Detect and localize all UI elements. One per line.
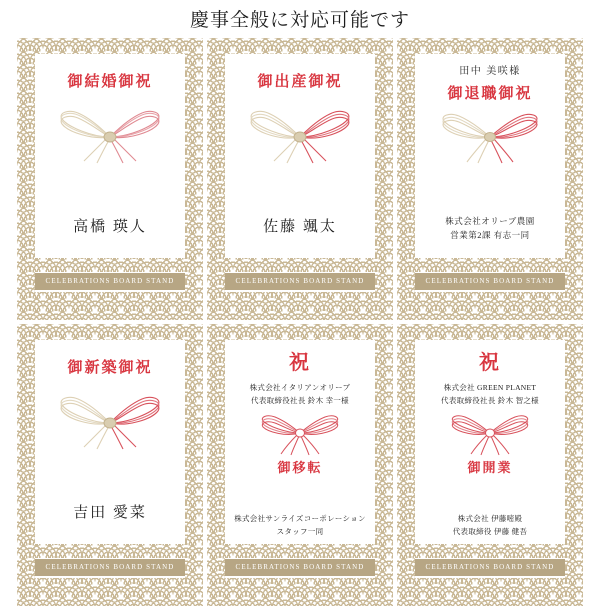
- card-content: [225, 54, 375, 258]
- card-title: 御退職御祝: [447, 86, 533, 102]
- card-band-label: CELEBRATIONS BOARD STAND: [225, 273, 375, 290]
- mizuhiki-ribbon-icon: [422, 411, 558, 457]
- card-relocation[interactable]: [207, 324, 393, 606]
- card-grid: [0, 38, 600, 606]
- card-content: [35, 54, 185, 258]
- card-retirement[interactable]: [397, 38, 583, 320]
- card-band-label: CELEBRATIONS BOARD STAND: [225, 559, 375, 576]
- card-title: 祝: [289, 352, 311, 374]
- card-content: [415, 340, 565, 544]
- sender-line-1: 株式会社サンライズコーポレーション: [234, 514, 366, 523]
- card-title: 御出産御祝: [257, 74, 343, 90]
- sender-line-2: 営業第2課 有志一同: [450, 230, 530, 240]
- recipient-name: 吉田 愛菜: [73, 505, 147, 521]
- card-band-label: CELEBRATIONS BOARD STAND: [35, 273, 185, 290]
- card-title: 御新築御祝: [67, 360, 153, 376]
- card-band-label: CELEBRATIONS BOARD STAND: [415, 273, 565, 290]
- card-header-line-2: 代表取締役社長 鈴木 智之様: [441, 396, 539, 405]
- mizuhiki-ribbon-icon: [422, 107, 558, 169]
- page-title: 慶事全般に対応可能です: [189, 10, 410, 31]
- card-title: 御結婚御祝: [67, 74, 153, 90]
- sender-line-1: 株式会社オリーブ農園: [445, 216, 535, 226]
- sender-line-2: スタッフ一同: [276, 527, 324, 536]
- card-content: [225, 340, 375, 544]
- card-content: [415, 54, 565, 258]
- mizuhiki-ribbon-icon: [232, 411, 368, 457]
- card-opening[interactable]: [397, 324, 583, 606]
- mizuhiki-ribbon-icon: [232, 103, 368, 165]
- card-band-label: CELEBRATIONS BOARD STAND: [35, 559, 185, 576]
- card-recipient-header: 田中 美咲様: [459, 66, 521, 77]
- card-band-label: CELEBRATIONS BOARD STAND: [415, 559, 565, 576]
- sender-line-2: 代表取締役 伊藤 健吾: [452, 527, 528, 536]
- card-birth[interactable]: [207, 38, 393, 320]
- mizuhiki-ribbon-icon: [42, 103, 178, 165]
- card-newhouse[interactable]: [17, 324, 203, 606]
- sender-line-1: 株式会社 伊藤嘧殿: [457, 514, 523, 523]
- card-wedding[interactable]: [17, 38, 203, 320]
- card-header-line-1: 株式会社 GREEN PLANET: [443, 383, 537, 392]
- card-subtitle: 御開業: [467, 460, 513, 475]
- recipient-name: 佐藤 颯太: [263, 219, 337, 235]
- mizuhiki-ribbon-icon: [42, 389, 178, 451]
- card-subtitle: 御移転: [277, 460, 323, 475]
- card-title: 祝: [479, 352, 501, 374]
- recipient-name: 高橋 瑛人: [73, 219, 147, 235]
- card-header-line-2: 代表取締役社長 鈴木 幸一様: [251, 396, 349, 405]
- card-header-line-1: 株式会社イタリアンオリーブ: [249, 383, 351, 392]
- card-content: [35, 340, 185, 544]
